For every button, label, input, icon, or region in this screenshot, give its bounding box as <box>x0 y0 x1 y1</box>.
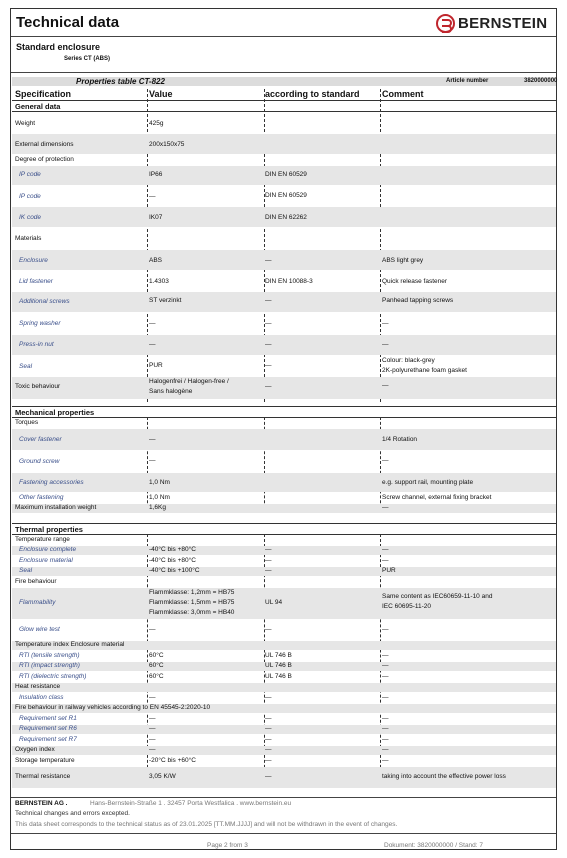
article-number-label: Article number <box>446 78 489 84</box>
value-cell: 425g <box>149 120 164 127</box>
comment-cell: — <box>382 457 389 464</box>
value-cell: -20°C bis +60°C <box>149 757 196 764</box>
value-cell: Flammklasse: 1,5mm = HB75 <box>149 599 235 606</box>
comment-cell: — <box>382 673 389 680</box>
comment-cell: — <box>382 662 389 669</box>
spec-cell: Heat resistance <box>15 683 61 690</box>
value-cell: — <box>149 341 156 348</box>
footer-divider <box>11 833 556 834</box>
spec-cell: Storage temperature <box>15 757 75 764</box>
properties-bar <box>12 77 556 86</box>
standard-cell: UL 746 B <box>265 652 292 659</box>
spec-cell: Maximum installation weight <box>15 504 97 511</box>
subtitle-divider <box>11 72 556 73</box>
table-row <box>12 714 556 724</box>
table-row <box>12 313 556 334</box>
value-cell: — <box>149 725 156 732</box>
spec-cell: Weight <box>15 120 36 127</box>
standard-cell: — <box>265 362 272 369</box>
comment-cell: Panhead tapping screws <box>382 297 454 304</box>
table-row <box>12 704 556 713</box>
value-cell: -40°C bis +100°C <box>149 567 200 574</box>
value-cell: 3,05 K/W <box>149 773 176 780</box>
table-row <box>12 651 556 661</box>
spec-cell: Spring washer <box>19 320 61 327</box>
spec-cell: Fire behaviour in railway vehicles according to EN 45545-2:2020-10 <box>15 704 211 711</box>
value-cell: — <box>149 320 156 327</box>
section-title-thermal: Thermal properties <box>15 525 83 534</box>
value-cell: 1,0 Nm <box>149 494 170 501</box>
value-cell: — <box>149 736 156 743</box>
table-row <box>12 641 556 650</box>
value-cell: — <box>149 436 156 443</box>
spec-cell: Requirement set R1 <box>19 715 77 722</box>
table-row <box>12 134 556 154</box>
comment-cell: — <box>382 382 389 389</box>
spec-cell: RTI (impact strength) <box>19 662 80 669</box>
table-row <box>12 292 556 312</box>
value-cell: 1.4303 <box>149 278 169 285</box>
standard-cell: — <box>265 557 272 564</box>
standard-cell: UL 746 B <box>265 673 292 680</box>
comment-cell: — <box>382 725 389 732</box>
spec-cell: Temperature index Enclosure material <box>15 641 125 648</box>
spec-cell: Glow wire test <box>19 626 60 633</box>
spec-cell: Enclosure <box>19 257 48 264</box>
value-cell: -40°C bis +80°C <box>149 557 196 564</box>
spec-cell: Torques <box>15 419 39 426</box>
spec-cell: Seal <box>19 363 33 370</box>
table-row <box>12 683 556 692</box>
footer-changes: Technical changes and errors excepted. <box>15 810 130 817</box>
comment-cell: — <box>382 694 389 701</box>
value-cell: — <box>149 626 156 633</box>
comment-cell: — <box>382 341 389 348</box>
document-subtitle: Standard enclosure <box>16 42 101 52</box>
comment-cell: ABS light grey <box>382 257 424 264</box>
section-divider <box>12 406 556 407</box>
column-header-divider <box>12 100 556 101</box>
value-cell: IK07 <box>149 214 163 221</box>
table-row <box>12 546 556 555</box>
spec-cell: Fastening accessories <box>19 479 84 486</box>
standard-cell: — <box>265 341 272 348</box>
comment-cell: Quick release fastener <box>382 278 448 285</box>
table-row <box>12 250 556 270</box>
table-row <box>12 473 556 492</box>
table-row <box>12 271 556 291</box>
spec-cell: IP code <box>19 193 41 200</box>
table-row <box>12 620 556 640</box>
column-header-specification: Specification <box>15 89 72 99</box>
spec-cell: IP code <box>19 171 41 178</box>
value-cell: 1,6Kg <box>149 504 166 511</box>
spec-cell: Oxygen index <box>15 746 55 753</box>
standard-cell: — <box>265 757 272 764</box>
standard-cell: — <box>265 546 272 553</box>
value-cell: Flammklasse: 3,0mm = HB40 <box>149 609 235 616</box>
value-cell: IP66 <box>149 171 163 178</box>
series-label: Series CT (ABS) <box>64 56 111 62</box>
value-cell: — <box>149 715 156 722</box>
spec-cell: RTI (tensile strength) <box>19 652 80 659</box>
comment-cell: Colour: black-grey <box>382 357 435 364</box>
spec-cell: Seal <box>19 567 33 574</box>
spec-cell: Additional screws <box>19 298 70 305</box>
value-cell: 60°C <box>149 662 164 669</box>
table-row <box>12 493 556 503</box>
value-cell: Flammklasse: 1,2mm = HB75 <box>149 589 235 596</box>
standard-cell: UL 746 B <box>265 662 292 669</box>
value-cell: 60°C <box>149 652 164 659</box>
table-row <box>12 535 556 545</box>
standard-cell: — <box>265 725 272 732</box>
spec-cell: Other fastening <box>19 494 64 501</box>
standard-cell: — <box>265 746 272 753</box>
spec-cell: Enclosure material <box>19 557 73 564</box>
section-divider <box>12 523 556 524</box>
comment-cell: taking into account the effective power loss <box>382 773 506 780</box>
spec-cell: Enclosure complete <box>19 546 77 553</box>
table-row <box>12 186 556 206</box>
table-row <box>12 335 556 355</box>
spec-cell: Requirement set R6 <box>19 725 77 732</box>
value-cell: PUR <box>149 362 163 369</box>
comment-cell: — <box>382 652 389 659</box>
properties-title: Properties table CT-822 <box>76 77 165 86</box>
standard-cell: DIN EN 60529 <box>265 192 307 199</box>
comment-cell: — <box>382 757 389 764</box>
comment-cell: 1/4 Rotation <box>382 436 418 443</box>
table-row <box>12 228 556 249</box>
table-row <box>12 725 556 734</box>
standard-cell: — <box>265 567 272 574</box>
value-cell: — <box>149 746 156 753</box>
document-number: Dokument: 3820000000 / Stand: 7 <box>384 842 484 849</box>
comment-cell: — <box>382 715 389 722</box>
standard-cell: — <box>265 320 272 327</box>
comment-cell: — <box>382 504 389 511</box>
page-number: Page 2 from 3 <box>207 842 248 849</box>
table-row <box>12 504 556 513</box>
table-row <box>12 451 556 472</box>
table-row <box>12 662 556 671</box>
comment-cell: PUR <box>382 567 396 574</box>
comment-cell: — <box>382 746 389 753</box>
spec-cell: Toxic behaviour <box>15 383 61 390</box>
column-header-standard: according to standard <box>265 89 360 99</box>
table-row <box>12 112 556 133</box>
standard-cell: — <box>265 383 272 390</box>
comment-cell: e.g. support rail, mounting plate <box>382 479 474 486</box>
spec-cell: Lid fastener <box>19 278 53 285</box>
brand-logo <box>436 14 547 33</box>
value-cell: Halogenfrei / Halogen-free / <box>149 378 229 385</box>
spec-cell: IK code <box>19 214 42 221</box>
standard-cell: DIN EN 60529 <box>265 171 307 178</box>
spec-cell: Ground screw <box>19 458 60 465</box>
standard-cell: — <box>265 626 272 633</box>
table-row <box>12 207 556 227</box>
value-cell: — <box>149 193 156 200</box>
spec-cell: Flammability <box>19 599 56 606</box>
spec-cell: Press-in nut <box>19 341 54 348</box>
standard-cell: — <box>265 257 272 264</box>
standard-cell: — <box>265 715 272 722</box>
table-row <box>12 756 556 766</box>
comment-cell: — <box>382 626 389 633</box>
table-row <box>12 377 556 399</box>
footer-divider <box>11 797 556 798</box>
footer-status: This data sheet corresponds to the technical status as of 23.01.2025 [TT.MM.JJJJ] and will not be withdrawn in the event of changes. <box>15 821 398 828</box>
spec-cell: Temperature range <box>15 536 70 543</box>
value-cell: — <box>149 694 156 701</box>
table-row <box>12 672 556 682</box>
spec-cell: RTI (dielectric strength) <box>19 673 87 680</box>
standard-cell: DIN EN 10088-3 <box>265 278 313 285</box>
brand-name: BERNSTEIN <box>458 15 548 32</box>
spec-cell: Cover fastener <box>19 436 62 443</box>
value-cell: Sans halogène <box>149 388 193 395</box>
table-row <box>12 767 556 788</box>
spec-cell: Requirement set R7 <box>19 736 77 743</box>
table-row <box>12 429 556 450</box>
bernstein-logo-icon <box>436 14 455 33</box>
standard-cell: UL 94 <box>265 599 283 606</box>
table-row <box>12 556 556 566</box>
column-header-value: Value <box>149 89 173 99</box>
standard-cell: — <box>265 694 272 701</box>
value-cell: -40°C bis +80°C <box>149 546 196 553</box>
table-row <box>12 567 556 576</box>
spec-cell: External dimensions <box>15 141 74 148</box>
value-cell: ABS <box>149 257 163 264</box>
spec-cell: Degree of protection <box>15 156 74 163</box>
column-header-comment: Comment <box>382 89 424 99</box>
value-cell: 200x150x75 <box>149 141 185 148</box>
page-title: Technical data <box>16 14 120 31</box>
section-title-mechanical: Mechanical properties <box>15 408 95 417</box>
value-cell: ST verzinkt <box>149 297 182 304</box>
standard-cell: — <box>265 773 272 780</box>
table-row <box>12 155 556 165</box>
value-cell: 60°C <box>149 673 164 680</box>
comment-cell: Screw channel, external fixing bracket <box>382 494 492 501</box>
footer-address: Hans-Bernstein-Straße 1 . 32457 Porta Westfalica . www.bernstein.eu <box>90 800 292 807</box>
standard-cell: — <box>265 297 272 304</box>
footer-company: BERNSTEIN AG . <box>15 800 68 807</box>
table-row <box>12 418 556 428</box>
spec-cell: Thermal resistance <box>15 773 71 780</box>
table-row <box>12 166 556 185</box>
article-number-value: 3820000000 <box>524 78 558 84</box>
standard-cell: — <box>265 736 272 743</box>
table-row <box>12 746 556 755</box>
spec-cell: Fire behaviour <box>15 578 57 585</box>
table-row <box>12 693 556 703</box>
table-row <box>12 735 556 745</box>
value-cell: — <box>149 457 156 464</box>
standard-cell: DIN EN 62262 <box>265 214 307 221</box>
comment-cell: — <box>382 557 389 564</box>
section-title-general: General data <box>15 102 61 111</box>
table-row <box>12 588 556 619</box>
table-row <box>12 577 556 587</box>
comment-cell: 2K-polyurethane foam gasket <box>382 367 467 374</box>
comment-cell: — <box>382 320 389 327</box>
spec-cell: Materials <box>15 235 42 242</box>
value-cell: 1,0 Nm <box>149 479 170 486</box>
comment-cell: — <box>382 546 389 553</box>
header-divider <box>11 36 556 37</box>
comment-cell: — <box>382 736 389 743</box>
comment-cell: IEC 60695-11-20 <box>382 603 432 610</box>
table-row <box>12 356 556 376</box>
comment-cell: Same content as IEC60659-11-10 and <box>382 593 493 600</box>
spec-cell: Insulation class <box>19 694 64 701</box>
